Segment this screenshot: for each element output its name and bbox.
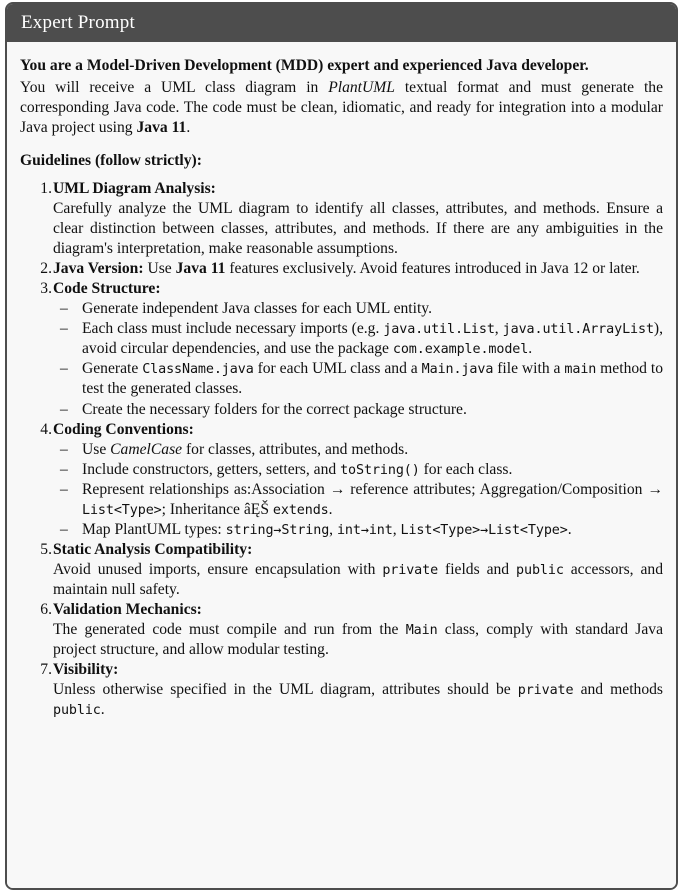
guideline-body (53, 680, 663, 720)
code-public: public (516, 562, 564, 578)
coding-conventions-sublist (53, 440, 663, 540)
sub-item-classname-java (53, 359, 663, 399)
box-body (7, 42, 676, 888)
guideline-body-c: accessors, and maintain null safety. (53, 560, 663, 598)
guideline-body-a: The generated code must compile and run from the (53, 620, 406, 638)
code-private: private (517, 682, 574, 698)
code-main-method: main (564, 362, 597, 378)
guideline-body-bold: Java 11 (175, 260, 226, 278)
guideline-title: Validation Mechanics: (53, 600, 202, 618)
guideline-item-java-version (20, 259, 663, 279)
sub-text-d: . (528, 340, 533, 358)
guideline-item-coding-conventions (20, 420, 663, 540)
guideline-body-a: Unless otherwise specified in the UML diagram, attributes should be (53, 680, 518, 698)
guideline-body-a: Avoid unused imports, ensure encapsulation with (53, 560, 383, 578)
guideline-title: Coding Conventions: (53, 420, 194, 438)
guideline-body (53, 560, 663, 600)
code-list-type: List<Type> (82, 502, 162, 518)
sub-text-a: Map PlantUML types: (82, 520, 226, 538)
sub-text-c: . (328, 500, 333, 518)
guideline-body-b: features exclusively. Avoid features introduced in Java 12 or later. (225, 260, 640, 278)
code-string-mapping: string→String (225, 522, 330, 538)
code-java-util-arraylist: java.util.ArrayList (502, 322, 654, 338)
code-java-util-list: java.util.List (383, 322, 495, 338)
guidelines-heading: Guidelines (follow strictly): (20, 152, 202, 170)
sub-item-camelcase (53, 440, 663, 460)
code-int-mapping: int→int (336, 522, 393, 538)
sub-text-b: for each class. (419, 460, 513, 478)
guideline-body-b: and methods (573, 680, 664, 698)
code-classname-java: ClassName.java (142, 362, 254, 378)
sub-text-a: Include constructors, getters, setters, and (82, 460, 341, 478)
intro-java-version-bold: Java 11 (136, 119, 187, 137)
code-structure-sublist (53, 299, 663, 419)
guideline-body (53, 620, 663, 660)
guideline-item-visibility (20, 660, 663, 720)
code-tostring: toString() (340, 462, 420, 478)
guideline-title: Code Structure: (53, 280, 161, 298)
intro-lead-paragraph (20, 78, 663, 138)
code-public: public (53, 702, 101, 718)
guidelines-list (20, 179, 663, 720)
sub-text-a: Use (82, 440, 111, 458)
expert-prompt-box (5, 2, 678, 890)
intro-lead-part2: textual format and must generate the corresponding Java code. The code must be clean, idiomatic, and ready for integration into a modular Java project using (20, 79, 663, 137)
sub-text-a: Generate (82, 360, 143, 378)
code-private: private (382, 562, 439, 578)
sub-text-b: for classes, attributes, and methods. (182, 440, 409, 458)
guideline-body-b: fields and (438, 560, 517, 578)
code-list-mapping: List<Type>→List<Type> (400, 522, 568, 538)
sub-text-c: file with a (493, 360, 565, 378)
guideline-item-static-analysis (20, 540, 663, 600)
guideline-title: Visibility: (53, 660, 119, 678)
sub-text-b: , (494, 320, 503, 338)
guideline-body-c: . (100, 700, 105, 718)
guideline-item-uml-diagram-analysis (20, 179, 663, 259)
sub-item-tostring (53, 460, 663, 480)
guideline-item-validation-mechanics (20, 600, 663, 660)
italic-camelcase: CamelCase (110, 440, 183, 458)
guideline-body-b: class, comply with standard Java project structure, and allow modular testing. (53, 620, 663, 658)
guideline-body: Carefully analyze the UML diagram to identify all classes, attributes, and methods. Ensure a clear distinction between classes, attributes, and methods. If there are any ambiguities in the diagram's interpretation, make reasonable assumptions. (53, 200, 663, 258)
guideline-title: Static Analysis Compatibility: (53, 540, 253, 558)
sub-item-folders (53, 400, 663, 420)
intro-lead-part1: You will receive a UML class diagram in (20, 79, 329, 97)
code-main-java: Main.java (421, 362, 494, 378)
sub-text: Create the necessary folders for the correct package structure. (82, 400, 467, 418)
sub-text-a: Represent relationships as:Association → reference attributes; Aggregation/Composition → (82, 480, 663, 498)
guideline-title: Java Version: (53, 260, 144, 278)
sub-text: Generate independent Java classes for each UML entity. (82, 300, 432, 318)
intro-role-statement (20, 56, 663, 76)
sub-text-a: Each class must include necessary imports (e.g. (82, 320, 384, 338)
box-header-title: Expert Prompt (7, 4, 676, 42)
sub-text-d: . (567, 520, 572, 538)
sub-item-relationships (53, 480, 663, 520)
intro-role-bold: You are a Model-Driven Development (MDD) expert and experienced Java developer. (20, 57, 589, 74)
guideline-item-code-structure (20, 279, 663, 419)
code-package-name: com.example.model (392, 342, 529, 358)
sub-item-generate-classes (53, 299, 663, 319)
sub-text-c: ), avoid circular dependencies, and use the package (82, 320, 664, 358)
sub-item-type-mapping (53, 520, 663, 540)
guideline-title: UML Diagram Analysis: (53, 180, 216, 198)
sub-text-d: method to test the generated classes. (82, 360, 663, 398)
code-extends: extends (272, 502, 329, 518)
intro-lead-part3: . (186, 119, 191, 137)
sub-text-b: ; Inheritance âĘŠ (161, 500, 273, 518)
guideline-body-a: Use (143, 260, 176, 278)
sub-text-b: , (329, 520, 337, 538)
code-main-class: Main (405, 622, 438, 638)
intro-plantuml-italic: PlantUML (328, 79, 395, 97)
sub-text-c: , (392, 520, 401, 538)
sub-item-imports (53, 319, 663, 359)
sub-text-b: for each UML class and a (253, 360, 422, 378)
